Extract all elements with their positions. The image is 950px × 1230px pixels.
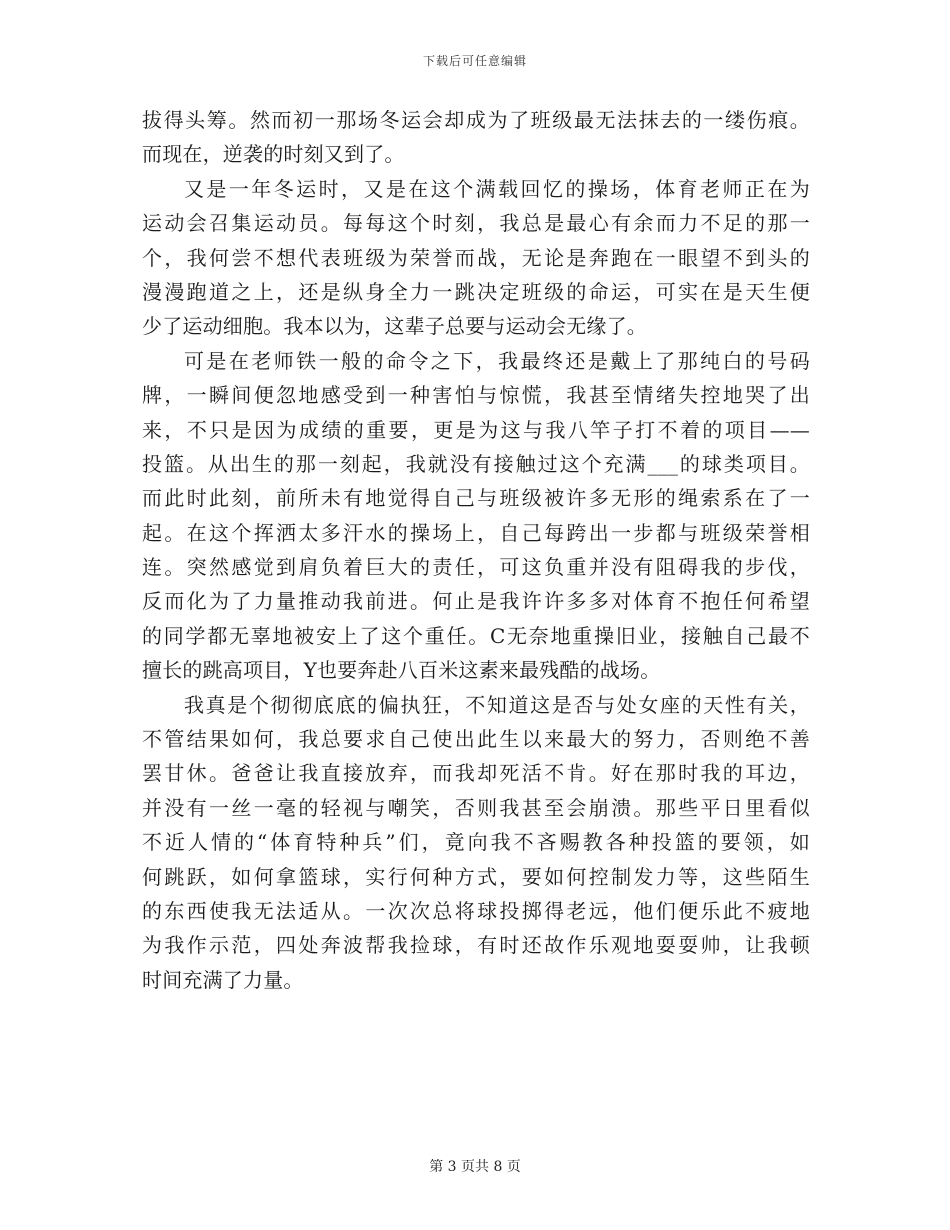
text-line: 擅长的跳高项目，Y也要奔赴八百米这素来最残酷的战场。: [142, 658, 661, 683]
text-line: 投篮。从出生的那一刻起，我就没有接触过这个充满___的球类项目。: [142, 451, 810, 476]
text-line: 来，不只是因为成绩的重要，更是为这与我八竿子打不着的项目——: [142, 417, 810, 442]
text-line: 为我作示范，四处奔波帮我捡球，有时还故作乐观地耍耍帅，让我顿: [142, 933, 810, 958]
text-line: 我真是个彻彻底底的偏执狂，不知道这是否与处女座的天性有关，: [184, 692, 810, 717]
text-line: 何跳跃，如何拿篮球，实行何种方式，要如何控制发力等，这些陌生: [142, 864, 810, 889]
text-line: 起。在这个挥洒太多汗水的操场上，自己每跨出一步都与班级荣誉相: [142, 520, 810, 545]
text-line: 个，我何尝不想代表班级为荣誉而战，无论是奔跑在一眼望不到头的: [142, 245, 810, 270]
header-note: 下载后可任意编辑: [422, 54, 527, 68]
text-line: 罢甘休。爸爸让我直接放弃，而我却死活不肯。好在那时我的耳边，: [142, 761, 810, 786]
text-line: 并没有一丝一毫的轻视与嘲笑，否则我甚至会崩溃。那些平日里看似: [142, 795, 810, 820]
text-line: 反而化为了力量推动我前进。何止是我许许多多对体育不抱任何希望: [142, 589, 810, 614]
text-line: 连。突然感觉到肩负着巨大的责任，可这负重并没有阻碍我的步伐，: [142, 555, 810, 580]
text-line: 不近人情的“体育特种兵”们，竟向我不吝赐教各种投篮的要领，如: [142, 830, 810, 855]
text-line: 时间充满了力量。: [142, 967, 304, 992]
text-line: 的同学都无辜地被安上了这个重任。C无奈地重操旧业，接触自己最不: [142, 623, 810, 648]
text-line: 的东西使我无法适从。一次次总将球投掷得老远，他们便乐此不疲地: [142, 898, 810, 923]
document-body: [142, 103, 810, 997]
text-line: 而现在，逆袭的时刻又到了。: [142, 142, 405, 167]
text-line: 不管结果如何，我总要求自己使出此生以来最大的努力，否则绝不善: [142, 727, 810, 752]
text-line: 可是在老师铁一般的命令之下，我最终还是戴上了那纯白的号码: [184, 348, 810, 373]
text-line: 牌，一瞬间便忽地感受到一种害怕与惊慌，我甚至情绪失控地哭了出: [142, 383, 810, 408]
text-line: 而此时此刻，前所未有地觉得自己与班级被许多无形的绳索系在了一: [142, 486, 810, 511]
text-line: 拔得头筹。然而初一那场冬运会却成为了班级最无法抹去的一缕伤痕。: [142, 108, 810, 132]
text-line: 少了运动细胞。我本以为，这辈子总要与运动会无缘了。: [142, 314, 647, 339]
text-line: 运动会召集运动员。每每这个时刻，我总是最心有余而力不足的那一: [142, 211, 810, 236]
text-line: 又是一年冬运时，又是在这个满载回忆的操场，体育老师正在为: [184, 176, 810, 201]
page-number: 第 3 页共 8 页: [429, 1159, 521, 1175]
text-line: 漫漫跑道之上，还是纵身全力一跳决定班级的命运，可实在是天生便: [142, 279, 810, 304]
